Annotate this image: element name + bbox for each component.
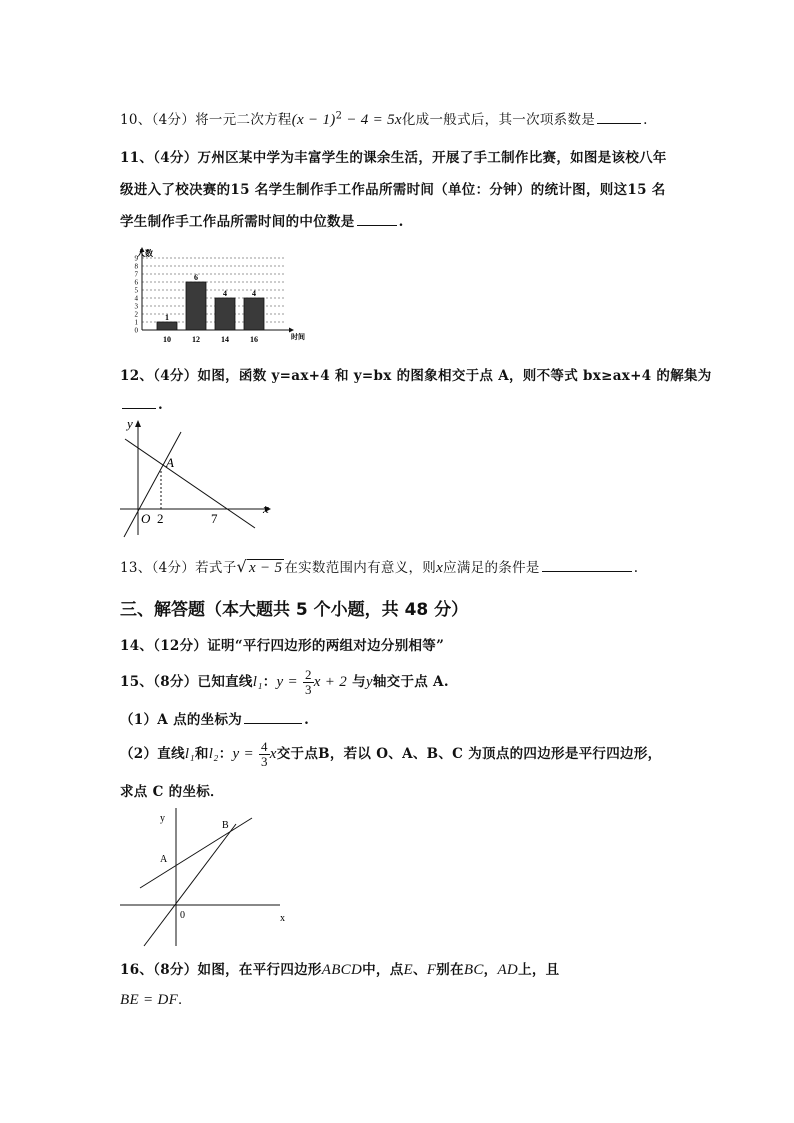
chart-data-label: 4 [223, 289, 227, 298]
q12-point-a-label: A [166, 455, 174, 470]
q15-part2-l1: l₁ [184, 746, 195, 762]
q12-line1: 12、（4分）如图，函数 y=ax+4 和 y=bx 的图象相交于点 A，则不等式 bx≥ax+4 的解集为 [120, 368, 712, 384]
q15-part2 [120, 740, 661, 769]
q10-equation-part-b: − 4 = 5x [342, 112, 402, 128]
q15-eq-rest: x + 2 [313, 674, 348, 690]
q11-line2: 级进入了校决赛的15 名学生制作手工作品所需时间（单位：分钟）的统计图，则这15 名 [120, 182, 666, 198]
q15-fraction-2-3 [303, 668, 314, 697]
q12-line-y-bx [124, 432, 181, 537]
q16-line2-end: ． [178, 992, 192, 1008]
question-14: 14、（12分）证明“平行四边形的两组对边分别相等” [120, 638, 445, 654]
q16-comma: ， [483, 962, 498, 978]
chart-y-tick: 2 [134, 310, 138, 319]
chart-data-label: 6 [194, 273, 198, 282]
chart-bar-16 [244, 298, 264, 330]
q16-line1-a: 16、（8分）如图，在平行四边形 [120, 962, 322, 978]
q15-part2-rest: 交于点B，若以 O、A、B、C 为顶点的四边形是平行四边形， [276, 746, 662, 762]
section-3-title: 三、解答题（本大题共 5 个小题，共 48 分） [120, 600, 469, 620]
q15-part2-and: 和 [194, 746, 209, 762]
q15-suffix: 轴交于点 A. [372, 674, 449, 690]
q13-mid: 在实数范围内有意义，则 [284, 560, 437, 576]
chart-data-label: 1 [165, 313, 169, 322]
chart-bar-14 [215, 298, 235, 330]
q15-fraction-4-3 [259, 740, 270, 769]
q15-part2-l2: l₂ [208, 746, 219, 762]
q12-answer-blank[interactable] [122, 396, 156, 409]
chart-y-tick: 1 [134, 318, 138, 327]
q16-abcd: ABCD [321, 962, 363, 978]
q11-line1: 11、（4分）万州区某中学为丰富学生的课余生活，开展了手工制作比赛，如图是该校八年 [120, 150, 667, 166]
q16-e: E [403, 962, 413, 978]
q12-origin-label: O [141, 511, 151, 526]
q15-part2-line2: 求点 C 的坐标． [120, 784, 224, 800]
q13-answer-blank[interactable] [542, 559, 632, 572]
q16-sep: 、 [412, 962, 427, 978]
q13-end: . [633, 560, 639, 576]
chart-y-tick: 8 [134, 262, 138, 271]
q15-frac2-den: 3 [260, 754, 268, 769]
chart-x-arrow [289, 328, 294, 333]
q15-eq-y: y = [276, 674, 298, 690]
q15-frac1-den: 3 [304, 682, 312, 697]
q15-point-b-label: B [222, 820, 229, 831]
chart-x-axis-label: 时间 [291, 333, 305, 341]
q15-point-a-label: A [160, 854, 168, 865]
q15-part1-end: . [304, 712, 310, 728]
q15-colon: ： [262, 674, 277, 690]
q16-f: F [426, 962, 437, 978]
q12-line2 [120, 396, 163, 413]
q12-y-arrow [135, 420, 141, 427]
q16-line1-c: 别在 [436, 962, 464, 978]
chart-y-tick: 9 [134, 254, 138, 263]
q13-radicand: x − 5 [249, 560, 283, 576]
chart-bar-10 [157, 322, 177, 330]
q10-equation-part-a: (x − 1) [291, 112, 336, 128]
q15-x-label: x [280, 913, 285, 924]
question-13: 13、（4分）若式子√ x − 5 在实数范围内有意义，则x应满足的条件是 . [120, 557, 639, 576]
chart-x-tick: 14 [221, 335, 229, 344]
q16-bc: BC [463, 962, 484, 978]
q16-ad: AD [497, 962, 519, 978]
q16-line2 [120, 988, 192, 1009]
q16-line1-b: 中，点 [362, 962, 404, 978]
q15-frac1-num: 2 [304, 667, 312, 682]
time-bar-chart [115, 246, 320, 350]
q15-part2-y: y = [232, 746, 254, 762]
q11-line3 [120, 210, 404, 230]
q10-prefix: 10、（4分）将一元二次方程 [120, 112, 292, 128]
q15-part2-colon: ： [218, 746, 233, 762]
chart-x-tick: 12 [192, 335, 200, 344]
q15-part1 [120, 708, 309, 728]
q15-part1-text: （1）A 点的坐标为 [120, 712, 243, 728]
chart-y-axis-label: 人数 [137, 249, 153, 258]
q12-tick-2: 2 [157, 511, 164, 526]
q10-suffix: 化成一般式后，其一次项系数是 [401, 112, 596, 128]
q15-line1 [120, 668, 449, 697]
q11-line3-text: 学生制作手工作品所需时间的中位数是 [120, 214, 355, 230]
q15-prefix: 15、（8分）已知直线 [120, 674, 253, 690]
q10-exponent: 2 [335, 110, 343, 122]
chart-x-tick: 16 [250, 335, 258, 344]
chart-y-tick: 5 [134, 286, 138, 295]
q16-line1 [120, 958, 559, 979]
q10-answer-blank[interactable] [597, 111, 641, 124]
q11-answer-blank[interactable] [357, 213, 397, 226]
q15-yvar: y [365, 674, 373, 690]
chart-x-tick: 10 [163, 335, 171, 344]
chart-y-tick: 7 [134, 270, 138, 279]
chart-bar-12 [186, 282, 206, 330]
q12-x-label: x [263, 501, 269, 516]
q15-part1-blank[interactable] [244, 711, 302, 724]
chart-y-tick: 0 [134, 326, 138, 335]
q16-condition: BE = DF [120, 992, 179, 1008]
q15-frac2-num: 4 [260, 739, 268, 754]
q13-var: x [436, 560, 444, 576]
q16-line1-d: 上，且 [518, 962, 560, 978]
q13-prefix: 13、（4分）若式子 [120, 560, 237, 576]
q15-l1: l₁ [252, 674, 263, 690]
q12-y-label: y [127, 416, 133, 431]
q15-origin-label: 0 [180, 910, 185, 921]
q15-mid: 与 [352, 674, 366, 690]
q15-y-label: y [160, 813, 165, 824]
q15-part2-a: （2）直线 [120, 746, 185, 762]
q12-tick-7: 7 [211, 511, 218, 526]
question-10 [120, 108, 648, 129]
q12-graph-figure [115, 415, 280, 540]
chart-data-label: 4 [252, 289, 256, 298]
q13-suffix: 应满足的条件是 [443, 560, 540, 576]
q10-end: . [643, 112, 648, 128]
q12-end: . [158, 397, 163, 413]
chart-y-tick: 4 [134, 294, 138, 303]
chart-y-tick: 6 [134, 278, 138, 287]
q15-line-l2 [144, 824, 236, 946]
q15-graph-figure [118, 806, 298, 951]
chart-y-tick: 3 [134, 302, 138, 311]
q15-part2-x: x [269, 746, 277, 762]
q11-end: . [398, 214, 404, 230]
